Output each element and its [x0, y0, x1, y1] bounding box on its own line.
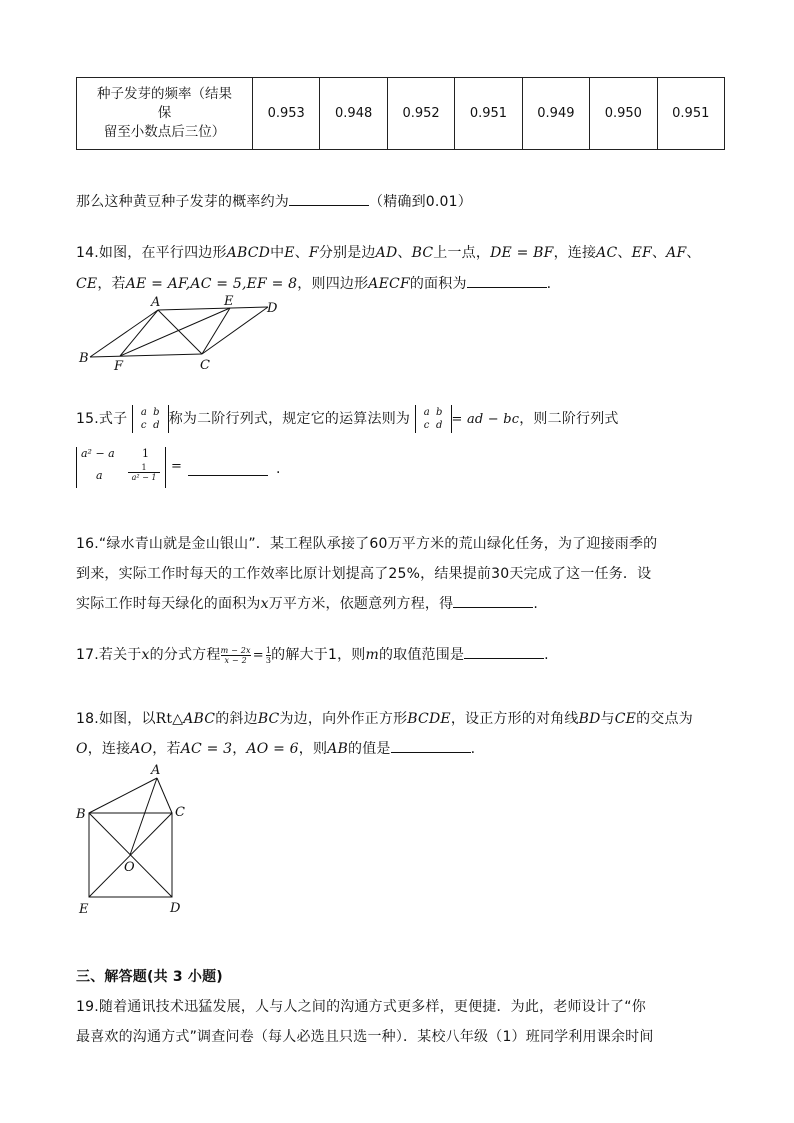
segment-CE: [202, 308, 230, 354]
q18-text: ，: [232, 741, 247, 757]
question-17: [76, 644, 549, 665]
q14-math: CE: [76, 276, 98, 292]
question-18-line1: [76, 708, 693, 728]
q18-text: 的斜边: [215, 711, 258, 727]
q18-math: AO = 6: [246, 741, 299, 757]
question-19-line1: 19.随着通讯技术迅猛发展，人与人之间的沟通方式更多样，更便捷．为此，老师设计了“你: [76, 999, 646, 1015]
q16-text: 实际工作时每天绿化的面积为: [76, 596, 261, 612]
det-entry: a: [96, 469, 103, 482]
q18-text: ，若: [152, 741, 181, 757]
q18-text: 与: [600, 711, 615, 727]
segment-AC: [158, 310, 202, 354]
segment-EF: [120, 308, 230, 356]
q17-text: 的解大于1，则: [271, 647, 366, 663]
question-14-line2: [76, 273, 551, 293]
q18-math: AC = 3: [180, 741, 233, 757]
question-16-line3: [76, 593, 538, 613]
label-E: E: [224, 294, 234, 309]
table-header-line3: 留至小数点后三位）: [103, 124, 226, 140]
q14-text: 上一点，: [433, 245, 491, 261]
determinant-symbol: [132, 405, 169, 433]
q17-text: 的取值范围是: [378, 647, 465, 663]
label-D: D: [267, 301, 278, 316]
q18-text: 的交点为: [636, 711, 693, 727]
q14-math: AE = AF,AC = 5,EF = 8: [125, 276, 298, 292]
label-C: C: [200, 358, 210, 373]
segment-BA: [90, 310, 158, 357]
table-row-header: [77, 78, 253, 150]
q17-text: .: [544, 647, 549, 663]
q14-math: BC: [411, 245, 434, 261]
square-triangle-figure: [72, 760, 202, 920]
q15-math: = ad − bc: [451, 412, 520, 427]
segment-AF: [120, 310, 158, 356]
question-13-text: [76, 191, 472, 211]
question-16-line1: 16.“绿水青山就是金山银山”．某工程队承接了60万平方米的荒山绿化任务，为了迎接雨季的: [76, 536, 658, 552]
q17-math: x: [141, 647, 150, 663]
question-15-line2: [76, 447, 376, 489]
question-18-line2: [76, 738, 475, 758]
q15-text: .: [276, 461, 281, 477]
q17-text: 的分式方程: [149, 647, 221, 663]
table-cell: 0.948: [320, 78, 387, 150]
q14-math: DE = BF: [490, 245, 554, 261]
q18-math: AO: [130, 741, 153, 757]
q14-math: E: [284, 245, 295, 261]
det-bar-left: [76, 447, 77, 488]
question-16-line2: 到来，实际工作时每天的工作效率比原计划提高了25%，结果提前30天完成了这一任务．设: [76, 566, 652, 582]
q17-math: m: [365, 647, 379, 663]
answer-blank[interactable]: [391, 738, 471, 753]
segment-CD: [202, 307, 268, 354]
q17-text: 17.若关于: [76, 647, 142, 663]
label-A: A: [151, 763, 161, 778]
q18-text: ，连接: [87, 741, 131, 757]
question-19-line2: 最喜欢的沟通方式”调查问卷（每人必选且只选一种）．某校八年级（1）班同学利用课余时间: [76, 1029, 654, 1045]
label-C: C: [175, 805, 185, 820]
q18-text: ，设正方形的对角线: [450, 711, 579, 727]
det-entry: c: [140, 420, 147, 431]
q15-text: 称为二阶行列式，规定它的运算法则为: [168, 411, 411, 427]
fraction-denominator: x − 2: [221, 655, 251, 665]
q14-text: ，则四边形: [297, 276, 369, 292]
label-D: D: [170, 901, 181, 916]
q14-math: F: [308, 245, 319, 261]
q14-math: AD: [375, 245, 398, 261]
q14-text: ，连接: [553, 245, 597, 261]
segment-AC: [157, 778, 172, 813]
q18-math: ABC: [183, 711, 216, 727]
det-entry: b: [435, 407, 443, 418]
q18-text: 的值是: [348, 741, 391, 757]
answer-blank[interactable]: [464, 644, 544, 659]
q14-text: 分别是边: [318, 245, 376, 261]
q14-text: 、: [651, 245, 667, 261]
q18-math: CE: [614, 711, 637, 727]
q18-math: BC: [257, 711, 280, 727]
question-15-line1: [76, 405, 619, 433]
answer-blank[interactable]: [289, 191, 369, 206]
det-entry: c: [423, 420, 430, 431]
label-B: B: [76, 807, 86, 822]
det-entry: d: [435, 420, 443, 431]
q14-math: AECF: [368, 276, 410, 292]
table-cell: 0.949: [522, 78, 589, 150]
q13-prompt: 那么这种黄豆种子发芽的概率约为: [76, 194, 289, 210]
q18-text: 为边，向外作正方形: [279, 711, 408, 727]
q16-math: x: [260, 596, 269, 612]
q14-text: ，若: [97, 276, 126, 292]
section-title: 三、解答题(共 3 小题): [76, 969, 223, 985]
fraction-numerator: 1: [265, 645, 272, 655]
q18-text: .: [470, 741, 476, 757]
q18-math: O: [76, 741, 88, 757]
q14-text: 中: [270, 245, 285, 261]
det-bar-right: [165, 447, 166, 488]
table-cell: 0.953: [253, 78, 320, 150]
germination-frequency-table: [76, 77, 725, 150]
det-entry: b: [153, 407, 160, 418]
q14-text: 的面积为: [409, 276, 467, 292]
q14-text: 、: [617, 245, 632, 261]
answer-blank[interactable]: [453, 593, 533, 608]
label-E: E: [79, 902, 89, 917]
q18-text: 18.如图，以: [76, 711, 156, 727]
det-entry: a² − a: [81, 447, 115, 460]
det-entry: d: [153, 420, 160, 431]
parallelogram-figure: [70, 292, 290, 374]
q14-math: EF: [631, 245, 652, 261]
fraction-denominator: a² − 1: [128, 472, 160, 482]
answer-blank[interactable]: [467, 273, 547, 288]
table-cell: 0.951: [455, 78, 522, 150]
det-entry: 1: [142, 447, 149, 460]
q14-text: .: [546, 276, 552, 292]
question-14-line1: [76, 242, 701, 262]
q18-math: BD: [578, 711, 601, 727]
label-O: O: [124, 860, 135, 875]
q18-math: Rt△: [155, 711, 184, 727]
label-B: B: [79, 351, 89, 366]
table-cell: 0.951: [657, 78, 724, 150]
q13-tail: （精确到0.01）: [369, 194, 472, 210]
table-cell: 0.952: [387, 78, 454, 150]
q16-text: 万平方米，依题意列方程，得: [268, 596, 454, 612]
det-entry: a: [140, 407, 148, 418]
fraction-numerator: m − 2x: [220, 645, 251, 655]
q14-math: AF: [666, 245, 687, 261]
det-fraction: [128, 463, 160, 482]
q16-text: .: [533, 596, 538, 612]
fraction-numerator: 1: [141, 463, 147, 472]
q18-math: BCDE: [407, 711, 451, 727]
table-row: [77, 78, 725, 150]
det-entry: a: [423, 407, 430, 418]
q14-text: 14.如图，在平行四边形: [76, 245, 227, 261]
label-F: F: [114, 359, 124, 374]
q14-math: AC: [596, 245, 618, 261]
determinant-rule: [415, 405, 452, 433]
q14-text: 、: [397, 245, 412, 261]
q18-text: ，则: [298, 741, 328, 757]
fraction-denominator: 3: [265, 655, 272, 665]
segment-BC: [90, 354, 202, 357]
answer-blank[interactable]: [188, 461, 268, 476]
q18-math: AB: [327, 741, 349, 757]
table-header-line2: 保: [157, 105, 172, 121]
q15-text: 15.式子: [76, 411, 128, 427]
q15-text: ，则二阶行列式: [519, 411, 619, 427]
table-header-line1: 种子发芽的频率（结果: [97, 86, 232, 102]
q14-math: ABCD: [226, 245, 271, 261]
table-cell: 0.950: [590, 78, 657, 150]
equals-sign: =: [171, 459, 182, 474]
q14-text: 、: [686, 245, 701, 261]
q14-text: 、: [294, 245, 309, 261]
equals-sign: =: [252, 648, 264, 663]
fraction-lhs: [221, 646, 251, 665]
label-A: A: [151, 295, 161, 310]
segment-AD: [158, 307, 268, 310]
